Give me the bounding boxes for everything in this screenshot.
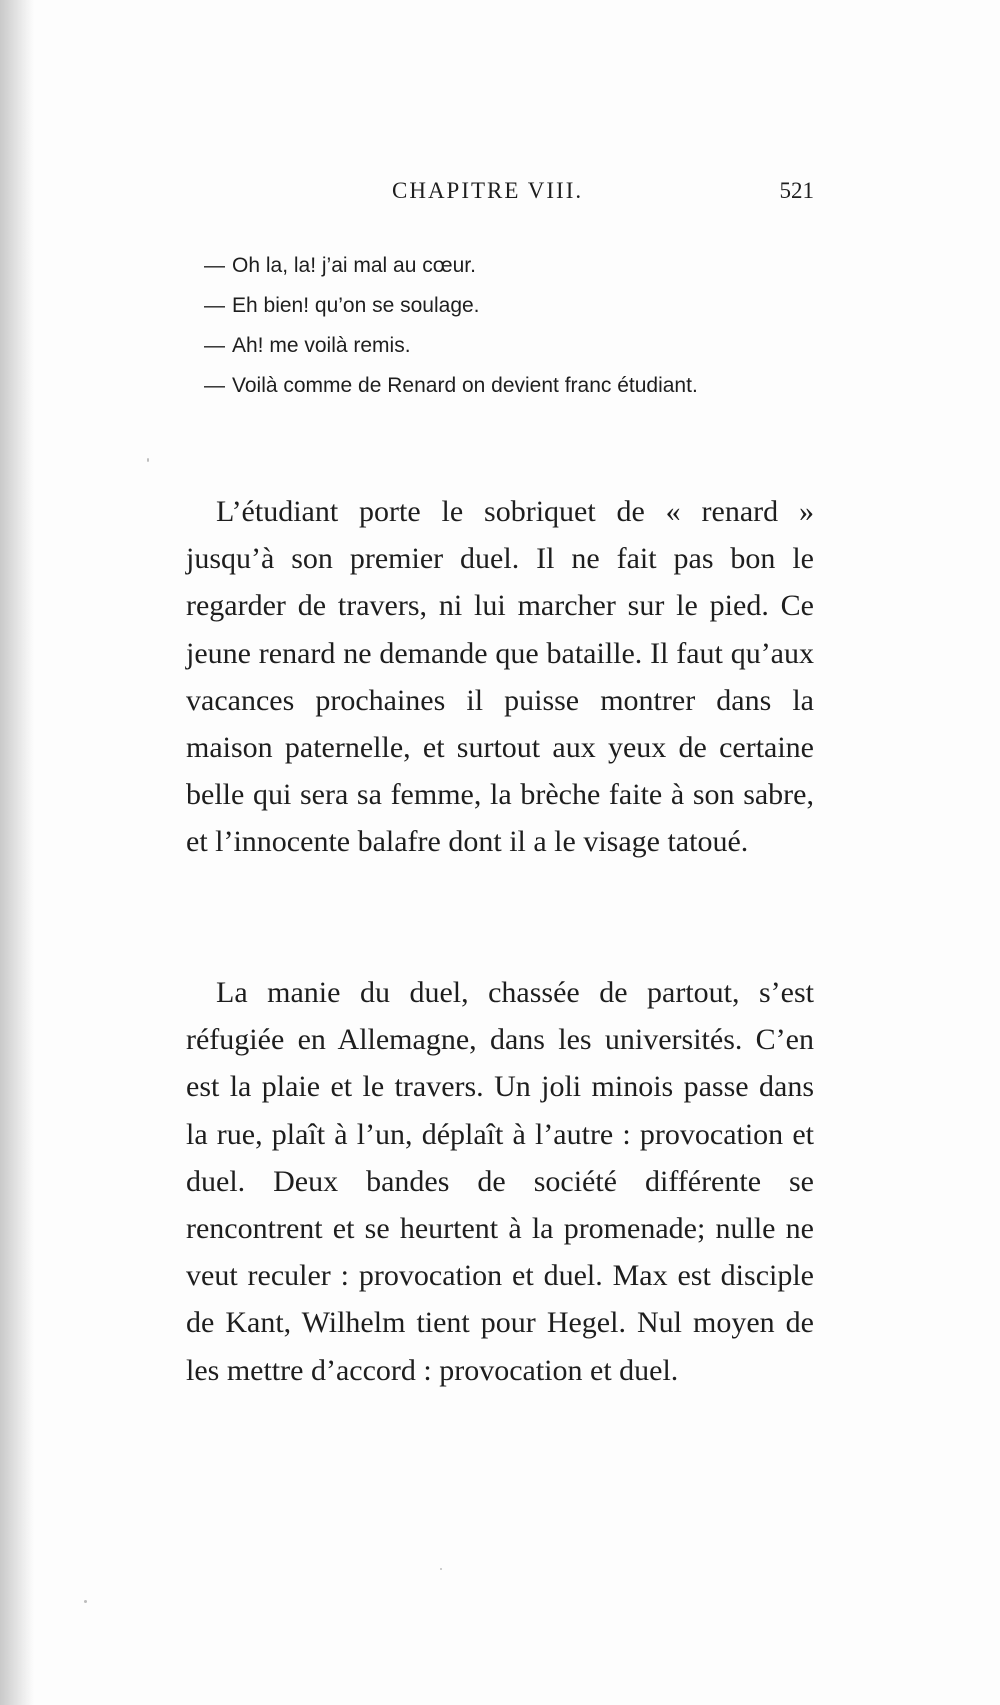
dialogue-dash: — (204, 254, 225, 277)
dialogue-dash: — (204, 374, 225, 397)
body-paragraph: La manie du duel, chassée de partout, s’est réfugiée en Allemagne, dans les universités. C’en est la plaie et le travers. Un joli minois passe dans la rue, plaît à l’un, déplaît à l’autre : provocation et duel. Deux bandes de société différente se rencontrent et se heurtent à la promenade; nulle ne veut reculer : provocation et duel. Max est disciple de Kant, Wilhelm tient pour Hegel. Nul moyen de les mettre d’accord : provocation et duel. (186, 976, 814, 1387)
dialogue-text: Eh bien! qu’on se soulage. (232, 294, 480, 317)
dialogue-dash: — (204, 294, 225, 317)
running-header (186, 178, 814, 208)
page-number: 521 (779, 178, 814, 203)
body-paragraph: L’étudiant porte le sobriquet de « renard » jusqu’à son premier duel. Il ne fait pas bon le regarder de travers, ni lui marcher sur le pied. Ce jeune renard ne demande que bataille. Il faut qu’aux vacances prochaines il puisse montrer dans la maison paternelle, et surtout aux yeux de certaine belle qui sera sa femme, la brèche faite à son sabre, et l’innocente balafre dont il a le visage tatoué. (186, 495, 814, 859)
dialogue-text: Oh la, la! j’ai mal au cœur. (232, 254, 476, 277)
chapter-title: CHAPITRE VIII. (392, 178, 584, 203)
dialogue-text: Ah! me voilà remis. (232, 334, 411, 357)
dialogue-line (204, 326, 814, 366)
dialogue-dash: — (204, 334, 225, 357)
paper-speck (440, 1568, 442, 1570)
paper-speck (147, 458, 149, 462)
dialogue-line (204, 246, 814, 286)
dialogue-line (204, 286, 814, 326)
dialogue-text: Voilà comme de Renard on devient franc étudiant. (232, 374, 698, 397)
page-binding-edge (0, 0, 34, 1705)
dialogue-block (204, 246, 814, 406)
dialogue-line (204, 366, 814, 406)
paper-speck (84, 1600, 87, 1603)
